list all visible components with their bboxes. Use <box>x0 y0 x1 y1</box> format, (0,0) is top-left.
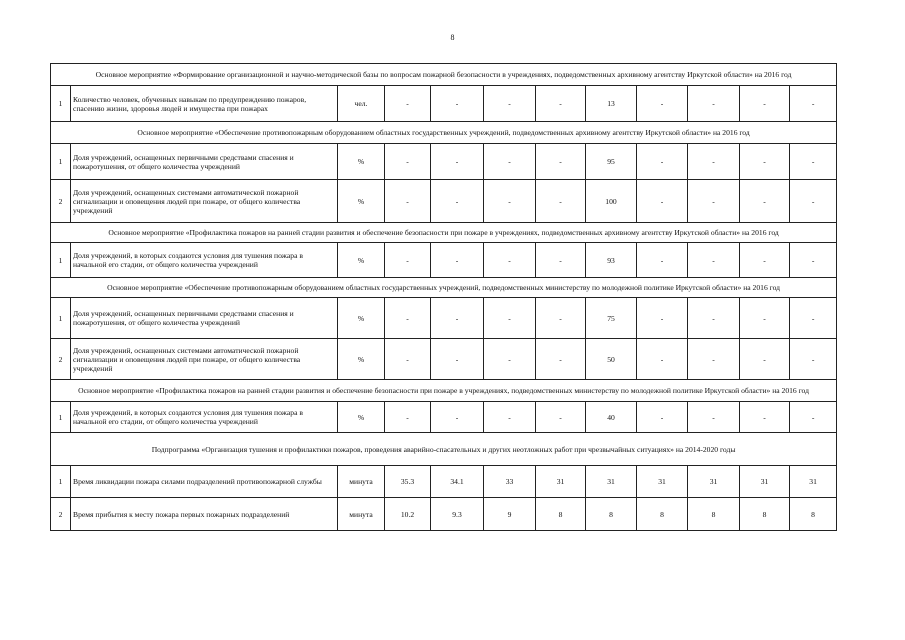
indicator-name: Доля учреждений, оснащенных системами автоматической пожарной сигнализации и оповещения людей при пожаре, от общего количества учреждений <box>71 339 338 380</box>
value-cell: - <box>536 402 586 433</box>
section-heading-row <box>51 278 837 298</box>
row-number: 2 <box>51 498 71 531</box>
value-cell: - <box>637 243 688 278</box>
unit-cell: % <box>338 243 385 278</box>
value-cell: - <box>740 180 790 223</box>
row-number: 2 <box>51 180 71 223</box>
table-row <box>51 86 837 122</box>
value-cell: - <box>536 298 586 339</box>
value-cell: - <box>484 180 536 223</box>
value-cell: 33 <box>484 466 536 498</box>
value-cell: - <box>385 144 431 180</box>
value-cell: - <box>484 339 536 380</box>
unit-cell: минута <box>338 498 385 531</box>
row-number: 2 <box>51 339 71 380</box>
value-cell: 31 <box>790 466 837 498</box>
value-cell: - <box>484 243 536 278</box>
value-cell: 95 <box>586 144 637 180</box>
value-cell: 10.2 <box>385 498 431 531</box>
value-cell: 93 <box>586 243 637 278</box>
value-cell: - <box>431 243 484 278</box>
value-cell: - <box>431 298 484 339</box>
value-cell: 8 <box>790 498 837 531</box>
value-cell: - <box>740 339 790 380</box>
value-cell: - <box>688 402 740 433</box>
indicator-name: Доля учреждений, в которых создаются условия для тушения пожара в начальной его стадии, от общего количества учреждений <box>71 243 338 278</box>
value-cell: - <box>637 86 688 122</box>
value-cell: - <box>484 86 536 122</box>
value-cell: 8 <box>586 498 637 531</box>
table-row <box>51 402 837 433</box>
value-cell: 8 <box>536 498 586 531</box>
value-cell: - <box>790 402 837 433</box>
value-cell: - <box>740 402 790 433</box>
table-row <box>51 339 837 380</box>
value-cell: - <box>637 144 688 180</box>
value-cell: - <box>790 180 837 223</box>
value-cell: - <box>637 180 688 223</box>
row-number: 1 <box>51 144 71 180</box>
unit-cell: чел. <box>338 86 385 122</box>
value-cell: - <box>431 144 484 180</box>
value-cell: - <box>431 86 484 122</box>
value-cell: 75 <box>586 298 637 339</box>
value-cell: - <box>431 339 484 380</box>
indicators-table <box>50 63 837 531</box>
section-heading: Основное мероприятие «Обеспечение противопожарным оборудованием областных государственных учреждений, подведомственных министерству по молодежной политике Иркутской области» на 2016 год <box>51 278 837 298</box>
value-cell: 35.3 <box>385 466 431 498</box>
value-cell: - <box>790 339 837 380</box>
section-heading-row <box>51 433 837 466</box>
value-cell: - <box>484 402 536 433</box>
unit-cell: % <box>338 180 385 223</box>
section-heading-row <box>51 122 837 144</box>
value-cell: 31 <box>536 466 586 498</box>
value-cell: 40 <box>586 402 637 433</box>
value-cell: 9 <box>484 498 536 531</box>
row-number: 1 <box>51 243 71 278</box>
indicator-name: Время ликвидации пожара силами подразделений противопожарной службы <box>71 466 338 498</box>
row-number: 1 <box>51 298 71 339</box>
row-number: 1 <box>51 86 71 122</box>
value-cell: - <box>385 180 431 223</box>
table-row <box>51 144 837 180</box>
value-cell: 31 <box>586 466 637 498</box>
indicator-name: Количество человек, обученных навыкам по предупреждению пожаров, спасению жизни, здоровья людей и имущества при пожарах <box>71 86 338 122</box>
value-cell: - <box>790 298 837 339</box>
subprogram-heading: Подпрограмма «Организация тушения и профилактики пожаров, проведения аварийно-спасательных и других неотложных работ при чрезвычайных ситуациях» на 2014-2020 годы <box>51 433 837 466</box>
unit-cell: минута <box>338 466 385 498</box>
value-cell: 8 <box>688 498 740 531</box>
value-cell: 8 <box>637 498 688 531</box>
value-cell: - <box>385 298 431 339</box>
table-row <box>51 180 837 223</box>
value-cell: - <box>790 86 837 122</box>
value-cell: 31 <box>637 466 688 498</box>
row-number: 1 <box>51 466 71 498</box>
value-cell: - <box>385 339 431 380</box>
value-cell: 9.3 <box>431 498 484 531</box>
section-heading: Основное мероприятие «Обеспечение противопожарным оборудованием областных государственных учреждений, подведомственных архивному агентству Иркутской области» на 2016 год <box>51 122 837 144</box>
row-number: 1 <box>51 402 71 433</box>
value-cell: - <box>536 144 586 180</box>
value-cell: - <box>688 243 740 278</box>
value-cell: 50 <box>586 339 637 380</box>
section-heading-row <box>51 223 837 243</box>
value-cell: 100 <box>586 180 637 223</box>
section-heading: Основное мероприятие «Профилактика пожаров на ранней стадии развития и обеспечение безопасности при пожаре в учреждениях, подведомственных министерству по молодежной политике Иркутской области» на 2016 год <box>51 380 837 402</box>
indicator-name: Доля учреждений, оснащенных первичными средствами спасения и пожаротушения, от общего количества учреждений <box>71 144 338 180</box>
indicator-name: Время прибытия к месту пожара первых пожарных подразделений <box>71 498 338 531</box>
page-number: 8 <box>450 33 455 42</box>
section-heading-row <box>51 380 837 402</box>
value-cell: - <box>688 144 740 180</box>
value-cell: 13 <box>586 86 637 122</box>
unit-cell: % <box>338 298 385 339</box>
value-cell: 31 <box>740 466 790 498</box>
value-cell: - <box>536 339 586 380</box>
indicator-name: Доля учреждений, оснащенных системами автоматической пожарной сигнализации и оповещения людей при пожаре, от общего количества учреждений <box>71 180 338 223</box>
value-cell: 31 <box>688 466 740 498</box>
value-cell: - <box>484 144 536 180</box>
value-cell: - <box>790 243 837 278</box>
value-cell: - <box>688 339 740 380</box>
value-cell: - <box>385 86 431 122</box>
section-heading-row <box>51 64 837 86</box>
value-cell: - <box>637 402 688 433</box>
value-cell: - <box>385 243 431 278</box>
value-cell: - <box>688 86 740 122</box>
value-cell: - <box>431 180 484 223</box>
value-cell: - <box>688 180 740 223</box>
value-cell: - <box>688 298 740 339</box>
value-cell: - <box>385 402 431 433</box>
table-row <box>51 498 837 531</box>
table-row <box>51 243 837 278</box>
section-heading: Основное мероприятие «Формирование организационной и научно-методической базы по вопросам пожарной безопасности в учреждениях, подведомственных архивному агентству Иркутской области» на 2016 год <box>51 64 837 86</box>
value-cell: - <box>740 243 790 278</box>
value-cell: - <box>536 180 586 223</box>
value-cell: - <box>740 298 790 339</box>
table-row <box>51 298 837 339</box>
indicator-name: Доля учреждений, оснащенных первичными средствами спасения и пожаротушения, от общего количества учреждений <box>71 298 338 339</box>
value-cell: - <box>484 298 536 339</box>
value-cell: - <box>637 339 688 380</box>
value-cell: 34.1 <box>431 466 484 498</box>
value-cell: - <box>536 243 586 278</box>
table-row <box>51 466 837 498</box>
value-cell: 8 <box>740 498 790 531</box>
unit-cell: % <box>338 144 385 180</box>
value-cell: - <box>790 144 837 180</box>
unit-cell: % <box>338 402 385 433</box>
unit-cell: % <box>338 339 385 380</box>
value-cell: - <box>740 144 790 180</box>
section-heading: Основное мероприятие «Профилактика пожаров на ранней стадии развития и обеспечение безопасности при пожаре в учреждениях, подведомственных архивному агентству Иркутской области» на 2016 год <box>51 223 837 243</box>
value-cell: - <box>536 86 586 122</box>
value-cell: - <box>740 86 790 122</box>
value-cell: - <box>431 402 484 433</box>
value-cell: - <box>637 298 688 339</box>
indicator-name: Доля учреждений, в которых создаются условия для тушения пожара в начальной его стадии, от общего количества учреждений <box>71 402 338 433</box>
